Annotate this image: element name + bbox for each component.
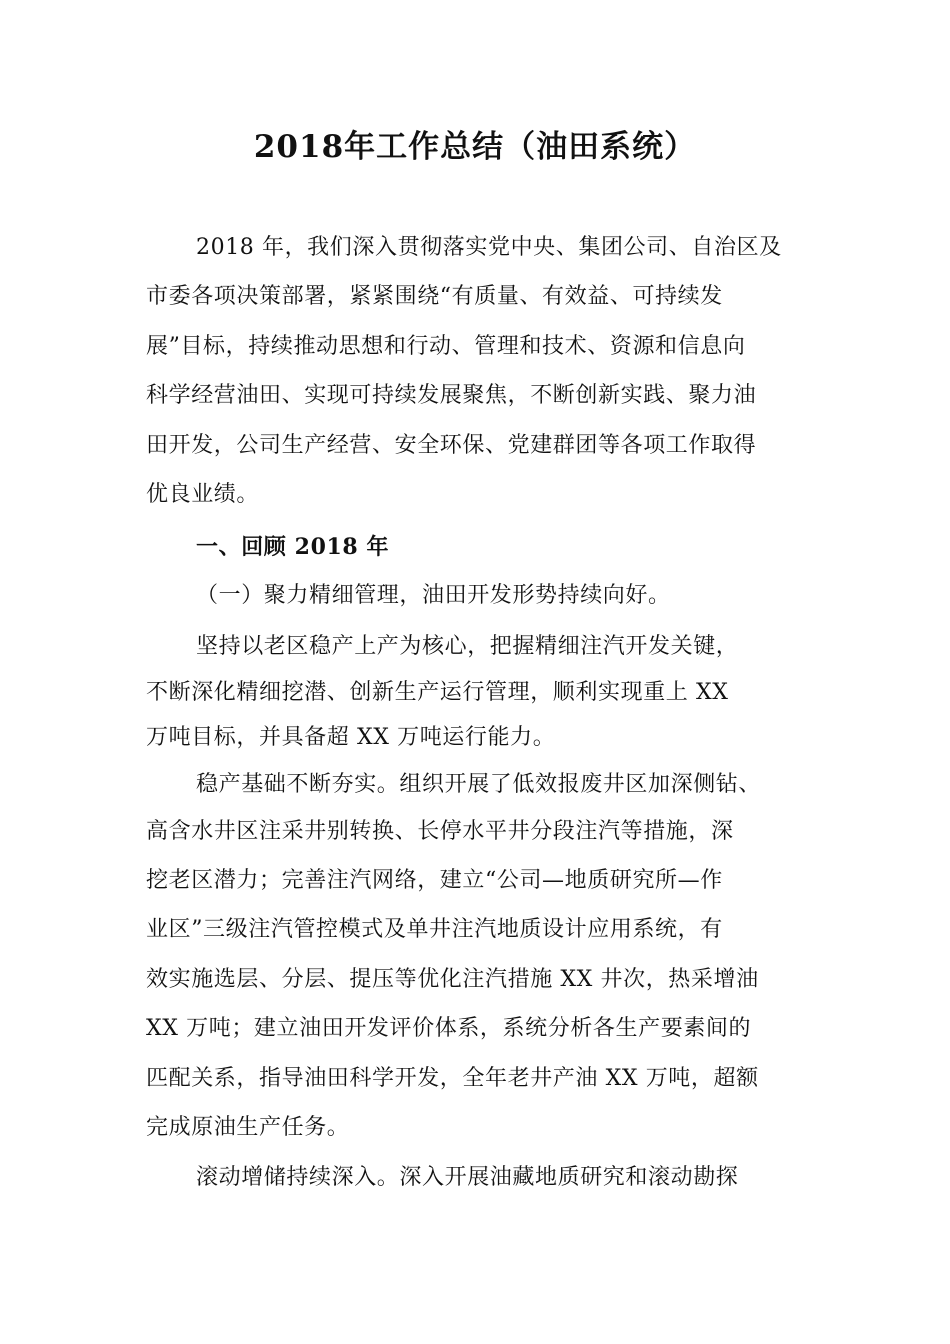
paragraph-3-line-2: 高含水井区注采井别转换、长停水平井分段注汽等措施，深 [146,819,734,844]
paragraph-2-line-2: 不断深化精细挖潜、创新生产运行管理，顺利实现重上 XX [146,680,729,705]
paragraph-2-line-1: 坚持以老区稳产上产为核心，把握精细注汽开发关键， [196,634,739,659]
paragraph-1-line-2: 市委各项决策部署，紧紧围绕“有质量、有效益、可持续发 [146,284,723,309]
paragraph-3-line-4: 业区”三级注汽管控模式及单井注汽地质设计应用系统，有 [146,917,723,942]
paragraph-3-line-5: 效实施选层、分层、提压等优化注汽措施 XX 井次，热采增油 [146,967,759,992]
section-1-heading: 一、回顾 2018 年 [196,534,390,560]
paragraph-4-line-1: 滚动增储持续深入。深入开展油藏地质研究和滚动勘探 [196,1165,739,1190]
paragraph-3-line-6: XX 万吨；建立油田开发评价体系，系统分析各生产要素间的 [146,1016,752,1041]
paragraph-3-line-7: 匹配关系，指导油田科学开发，全年老井产油 XX 万吨，超额 [146,1066,759,1091]
paragraph-3-line-1: 稳产基础不断夯实。组织开展了低效报废井区加深侧钻、 [196,772,762,797]
paragraph-3-line-3: 挖老区潜力；完善注汽网络，建立“公司—地质研究所—作 [146,868,723,893]
paragraph-1-line-5: 田开发，公司生产经营、安全环保、党建群团等各项工作取得 [146,433,757,458]
paragraph-3-line-8: 完成原油生产任务。 [146,1115,350,1140]
paragraph-1-line-4: 科学经营油田、实现可持续发展聚焦，不断创新实践、聚力油 [146,383,757,408]
subsection-1-heading: （一）聚力精细管理，油田开发形势持续向好。 [196,583,671,608]
paragraph-1-line-1: 2018 年，我们深入贯彻落实党中央、集团公司、自治区及 [196,235,782,260]
paragraph-1-line-3: 展”目标，持续推动思想和行动、管理和技术、资源和信息向 [146,334,746,359]
paragraph-1-line-6: 优良业绩。 [146,482,260,507]
document-title: 2018年工作总结（油田系统） [253,129,697,165]
paragraph-2-line-3: 万吨目标，并具备超 XX 万吨运行能力。 [146,725,556,750]
